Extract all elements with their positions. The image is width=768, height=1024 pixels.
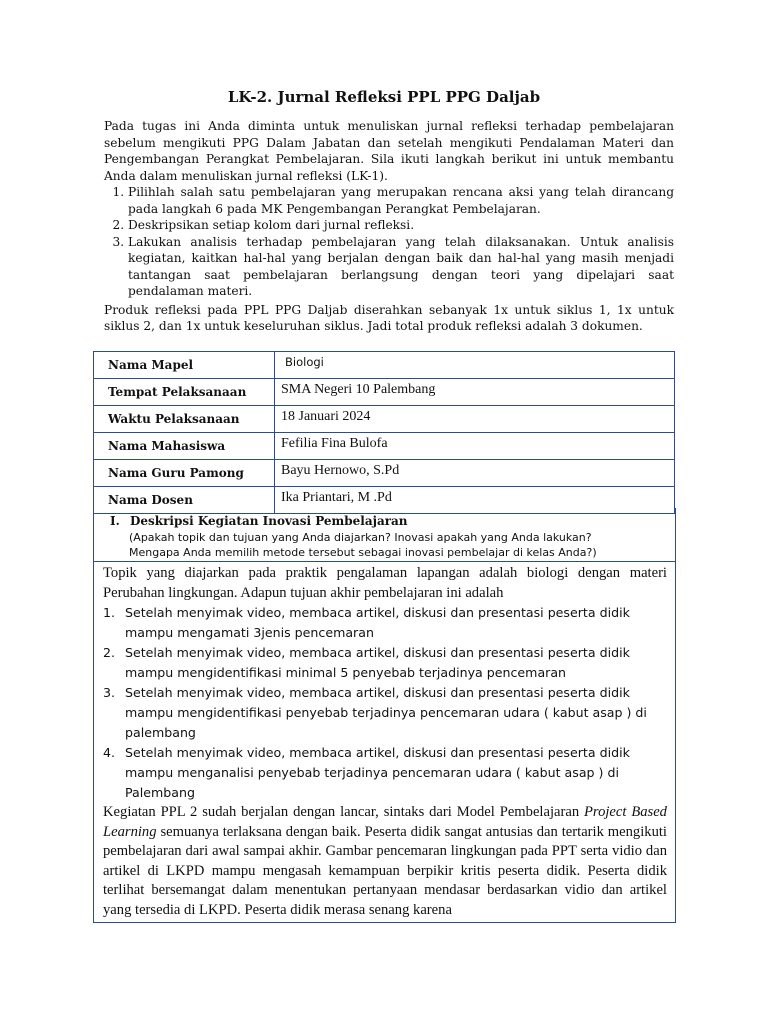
row-value: 18 Januari 2024 bbox=[275, 406, 675, 433]
info-table bbox=[93, 351, 675, 514]
section-number: I. bbox=[110, 514, 120, 528]
subtitle-line: Mengapa Anda memilih metode tersebut sebagai inovasi pembelajar di kelas Anda?) bbox=[129, 546, 597, 559]
table-row bbox=[94, 433, 675, 460]
row-label: Nama Mahasiswa bbox=[94, 433, 275, 460]
row-label: Nama Mapel bbox=[94, 352, 275, 379]
row-value: Fefilia Fina Bulofa bbox=[275, 433, 675, 460]
row-label: Nama Dosen bbox=[94, 487, 275, 514]
table-row bbox=[94, 379, 675, 406]
step-item: 1. Pilihlah salah satu pembelajaran yang merupakan rencana aksi yang telah dirancang pada langkah 6 pada MK Pengembangan Perangkat Pembelajaran. bbox=[128, 184, 674, 217]
step-item: 3. Lakukan analisis terhadap pembelajaran yang telah dilaksanakan. Untuk analisis kegiatan, kaitkan hal-hal yang berjalan dengan baik dan hal-hal yang masih menjadi tantangan saat pembelajaran berlangsung dengan teori yang dipelajari saat pendalaman materi. bbox=[128, 234, 674, 300]
model-name: Project Based Learning bbox=[103, 804, 667, 840]
row-label: Nama Guru Pamong bbox=[94, 460, 275, 487]
row-label: Tempat Pelaksanaan bbox=[94, 379, 275, 406]
goal-text: Setelah menyimak video, membaca artikel, diskusi dan presentasi peserta didik mampu mengamati 3jenis pencemaran bbox=[125, 605, 630, 640]
goal-item: 3. Setelah menyimak video, membaca artikel, diskusi dan presentasi peserta didik mampu mengidentifikasi penyebab terjadinya pencemaran udara ( kabut asap ) di palembang bbox=[103, 685, 647, 740]
goal-item: 1. Setelah menyimak video, membaca artikel, diskusi dan presentasi peserta didik mampu mengamati 3jenis pencemaran bbox=[103, 605, 630, 640]
table-row bbox=[94, 460, 675, 487]
product-note: Produk refleksi pada PPL PPG Daljab diserahkan sebanyak 1x untuk siklus 1, 1x untuk siklus 2, dan 1x untuk keseluruhan siklus. Jadi total produk refleksi adalah 3 dokumen. bbox=[104, 302, 674, 333]
instructions bbox=[104, 118, 674, 335]
intro-paragraph: Pada tugas ini Anda diminta untuk menuliskan jurnal refleksi terhadap pembelajaran sebelum mengikuti PPG Dalam Jabatan dan setelah mengikuti Pendalaman Materi dan Pengembangan Perangkat Pembelajaran. Sila ikuti langkah berikut ini untuk membantu Anda dalam menuliskan jurnal refleksi (LK-1). bbox=[104, 119, 674, 183]
subtitle-line: (Apakah topik dan tujuan yang Anda diajarkan? Inovasi apakah yang Anda lakukan? bbox=[129, 531, 592, 544]
step-item: 2. Deskripsikan setiap kolom dari jurnal refleksi. bbox=[128, 217, 674, 234]
section-title-text: Deskripsi Kegiatan Inovasi Pembelajaran bbox=[130, 514, 408, 528]
section-header bbox=[93, 508, 676, 562]
goal-text: Setelah menyimak video, membaca artikel, diskusi dan presentasi peserta didik mampu mengidentifikasi minimal 5 penyebab terjadinya pencemaran bbox=[125, 645, 630, 680]
goal-item: 2. Setelah menyimak video, membaca artikel, diskusi dan presentasi peserta didik mampu mengidentifikasi minimal 5 penyebab terjadinya pencemaran bbox=[103, 645, 630, 680]
reflection-text: Kegiatan PPL 2 sudah berjalan dengan lancar, sintaks dari Model Pembelajaran bbox=[103, 804, 585, 820]
row-value: SMA Negeri 10 Palembang bbox=[275, 379, 675, 406]
section-content bbox=[93, 561, 676, 923]
row-value: Ika Priantari, M .Pd bbox=[275, 487, 675, 514]
reflection-text: semuanya terlaksana dengan baik. Peserta didik sangat antusias dan tertarik mengikuti pembelajaran dari awal sampai akhir. Gambar pencemaran lingkungan pada PPT serta vidio dan artikel di LKPD mampu mengasah kemampuan berpikir kritis peserta didik. Peserta didik terlihat bersemangat dalam menentukan pertanyaan mendasar berdasarkan vidio dan artikel yang tersedia di LKPD. Peserta didik merasa senang karena bbox=[103, 823, 667, 918]
goal-text: Setelah menyimak video, membaca artikel, diskusi dan presentasi peserta didik mampu mengidentifikasi penyebab terjadinya pencemaran udara ( kabut asap ) di palembang bbox=[125, 685, 647, 740]
section-subtitle bbox=[129, 530, 597, 560]
row-value: Biologi bbox=[275, 352, 675, 379]
section-title bbox=[110, 514, 408, 528]
document-title: LK-2. Jurnal Refleksi PPL PPG Daljab bbox=[227, 88, 541, 106]
topic-paragraph: Topik yang diajarkan pada praktik pengalaman lapangan adalah biologi dengan materi Perubahan lingkungan. Adapun tujuan akhir pembelajaran ini adalah bbox=[103, 565, 667, 601]
row-label: Waktu Pelaksanaan bbox=[94, 406, 275, 433]
goal-item: 4. Setelah menyimak video, membaca artikel, diskusi dan presentasi peserta didik mampu menganalisi penyebab terjadinya pencemaran udara ( kabut asap ) di Palembang bbox=[103, 745, 630, 800]
goals-list bbox=[103, 603, 667, 803]
goal-text: Setelah menyimak video, membaca artikel, diskusi dan presentasi peserta didik mampu menganalisi penyebab terjadinya pencemaran udara ( kabut asap ) di Palembang bbox=[125, 745, 630, 800]
reflection-paragraph bbox=[103, 803, 667, 920]
steps-list bbox=[104, 184, 674, 300]
table-row bbox=[94, 406, 675, 433]
row-value: Bayu Hernowo, S.Pd bbox=[275, 460, 675, 487]
table-row bbox=[94, 352, 675, 379]
